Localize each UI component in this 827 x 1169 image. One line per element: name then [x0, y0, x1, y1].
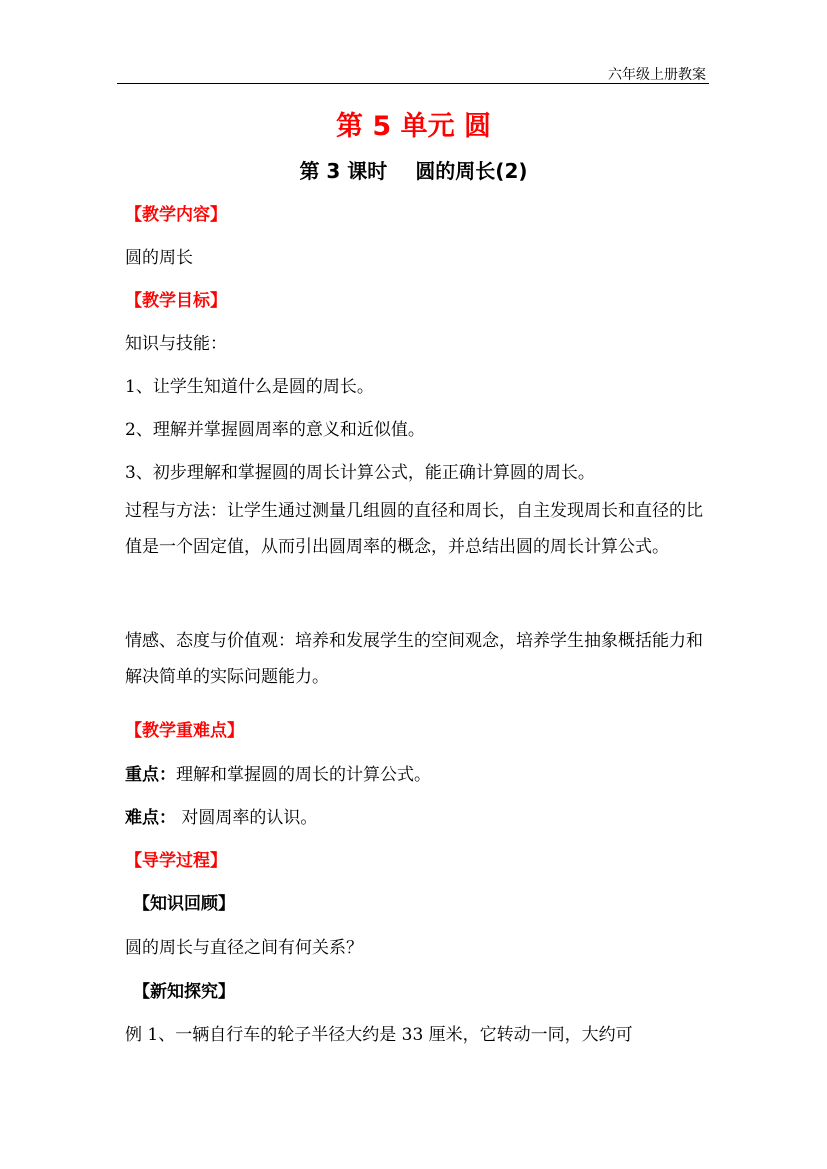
- review-heading: 【知识回顾】: [133, 894, 235, 914]
- goal-3: 3、初步理解和掌握圆的周长计算公式，能正确计算圆的周长。: [125, 463, 595, 483]
- difficulty-point: [125, 803, 317, 828]
- lesson-name: 圆的周长(2): [415, 159, 528, 183]
- process-paragraph: 过程与方法：让学生通过测量几组圆的直径和周长，自主发现周长和直径的比值是一个固定值，从而引出圆周率的概念，并总结出圆的周长计算公式。: [125, 501, 703, 557]
- content-text: 圆的周长: [125, 248, 193, 268]
- difficulty-text: 对圆周率的认识。: [176, 808, 318, 828]
- unit-title: 第 5 单元 圆: [336, 111, 491, 142]
- goals-heading: 【教学目标】: [125, 291, 227, 311]
- lesson-title: [0, 155, 827, 184]
- key-point: [125, 760, 431, 785]
- keypoints-heading: 【教学重难点】: [125, 721, 244, 741]
- goal-2: 2、理解并掌握圆周率的意义和近似值。: [125, 420, 425, 440]
- knowledge-label: 知识与技能：: [125, 334, 227, 354]
- review-text: 圆的周长与直径之间有何关系？: [125, 938, 363, 958]
- page-header: 六年级上册教案: [608, 67, 706, 83]
- goal-1: 1、让学生知道什么是圆的周长。: [125, 377, 374, 397]
- key-text: 理解和掌握圆的周长的计算公式。: [176, 765, 431, 785]
- example-1-text: 例 1、一辆自行车的轮子半径大约是 33 厘米，它转动一同，大约可: [125, 1025, 633, 1045]
- difficulty-label: 难点：: [125, 808, 176, 828]
- emotion-paragraph: 情感、态度与价值观：培养和发展学生的空间观念，培养学生抽象概括能力和解决简单的实际问题能力。: [125, 631, 703, 687]
- lesson-number: 第 3 课时: [299, 159, 388, 183]
- key-label: 重点：: [125, 765, 176, 785]
- guide-heading: 【导学过程】: [125, 851, 227, 871]
- content-heading: 【教学内容】: [125, 205, 227, 225]
- explore-heading: 【新知探究】: [133, 982, 235, 1002]
- header-rule: [117, 83, 709, 84]
